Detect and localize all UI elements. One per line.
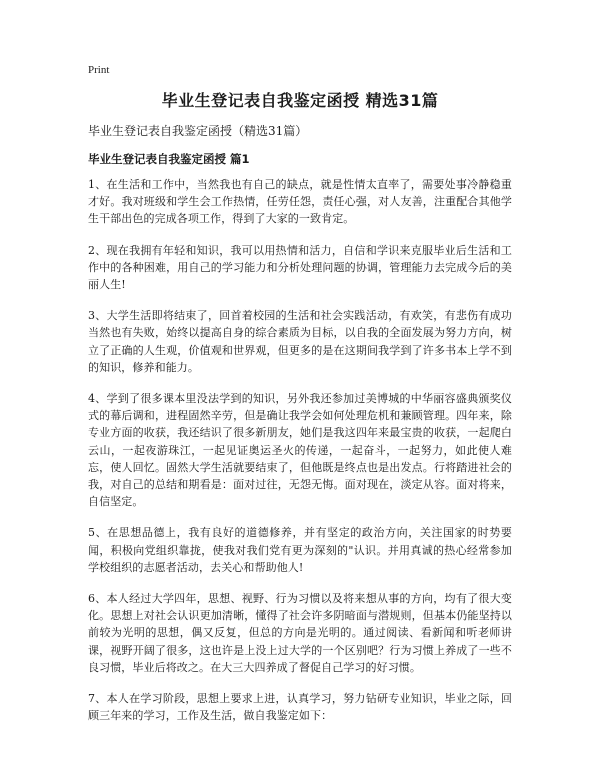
paragraph-6: 6、本人经过大学四年，思想、视野、行为习惯以及将来想从事的方向，均有了很大变化。思想上对社会认识更加清晰，懂得了社会许多阴暗面与潜规则，但基本仍能坚持以前较为光明的思想，偶又反复，但总的方向是光明的。通过阅读、看新闻和听老师讲课，视野开阔了很多，这也许是上没上过大学的一个区别吧？行为习惯上养成了一些不良习惯，毕业后将改之。在大三大四养成了督促自己学习的好习惯。 (88, 592, 512, 674)
document-page (88, 62, 512, 738)
paragraph-3: 3、大学生活即将结束了，回首着校园的生活和社会实践活动，有欢笑，有悲伤有成功当然也有失败，始终以提高自身的综合素质为目标，以自我的全面发展为努力方向，树立了正确的人生观，价值观和世界观，但更多的是在这期间我学到了许多书本上学不到的知识，修养和能力。 (88, 309, 512, 374)
page-title: 毕业生登记表自我鉴定函授 精选31篇 (161, 91, 439, 110)
section-heading: 毕业生登记表自我鉴定函授 篇1 (88, 152, 250, 166)
document-subtitle: 毕业生登记表自我鉴定函授（精选31篇） (88, 124, 308, 138)
paragraph-4: 4、学到了很多课本里没法学到的知识，另外我还参加过美博城的中华丽容盛典颁奖仪式的幕后调和，进程固然辛劳，但是确让我学会如何处理危机和兼顾管理。四年来，除专业方面的收获，我还结识了很多新朋友，她们是我这四年来最宝贵的收获，一起爬白云山，一起夜游珠江，一起见证奥运圣火的传递，一起奋斗，一起努力，如此使人难忘，使人回忆。固然大学生活就要结束了，但他既是终点也是出发点。行将踏进社会的我，对自己的总结和期看是：面对过往，无怨无悔。面对现在，淡定从容。面对将来，自信坚定。 (88, 392, 512, 509)
print-link[interactable]: Print (88, 64, 110, 76)
paragraph-1: 1、在生活和工作中，当然我也有自己的缺点，就是性情太直率了，需要处事冷静稳重才好。我对班级和学生会工作热情，任劳任怨，责任心强，对人友善，注重配合其他学生干部出色的完成各项工作，得到了大家的一致肯定。 (88, 178, 512, 226)
paragraph-2: 2、现在我拥有年轻和知识，我可以用热情和活力，自信和学识来克服毕业后生活和工作中的各种困难，用自己的学习能力和分析处理问题的协调，管理能力去完成今后的美丽人生! (88, 243, 512, 292)
paragraph-5: 5、在思想品德上，我有良好的道德修养，并有坚定的政治方向，关注国家的时势要闻，积极向党组织靠拢，使我对我们党有更为深刻的"认识。并用真诚的热心经常参加学校组织的志愿者活动，去关心和帮助他人! (88, 526, 512, 574)
paragraph-7: 7、本人在学习阶段，思想上要求上进，认真学习，努力钻研专业知识，毕业之际，回顾三年来的学习，工作及生活，做自我鉴定如下： (88, 692, 512, 723)
